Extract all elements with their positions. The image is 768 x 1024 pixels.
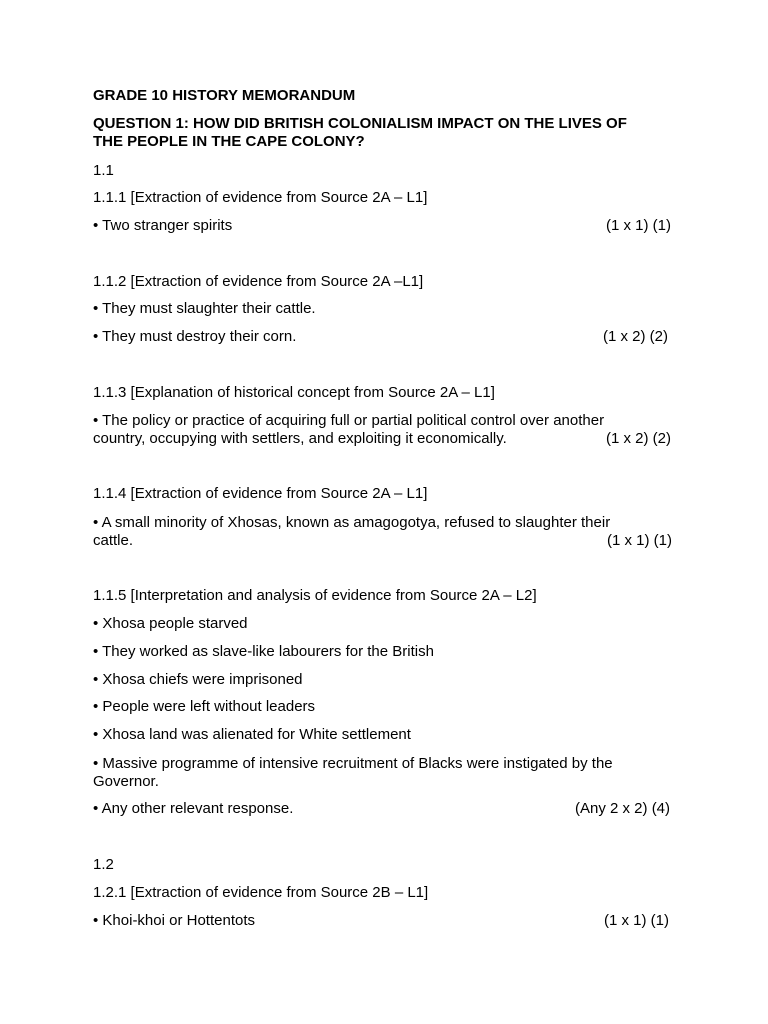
q115-answer-4: • People were left without leaders — [93, 698, 316, 715]
q114-answer-line-1: • A small minority of Xhosas, known as amagogotya, refused to slaughter their — [93, 514, 611, 531]
q121-answer: • Khoi-khoi or Hottentots — [93, 912, 255, 929]
q115-answer-6-line-1: • Massive programme of intensive recruitment of Blacks were instigated by the — [93, 755, 613, 772]
q113-marks: (1 x 2) (2) — [606, 430, 672, 447]
q114-heading: 1.1.4 [Extraction of evidence from Source 2A – L1] — [93, 485, 428, 502]
q114-answer-line-2: cattle. — [93, 532, 134, 549]
q115-answer-2: • They worked as slave-like labourers for the British — [93, 643, 434, 660]
q115-answer-3: • Xhosa chiefs were imprisoned — [93, 671, 303, 688]
q115-answer-5: • Xhosa land was alienated for White settlement — [93, 726, 411, 743]
section-1-1-number: 1.1 — [93, 162, 114, 179]
question-1-heading-line-2: THE PEOPLE IN THE CAPE COLONY? — [93, 133, 365, 150]
q115-answer-7: • Any other relevant response. — [93, 800, 294, 817]
q112-marks: (1 x 2) (2) — [603, 328, 669, 345]
q121-heading: 1.2.1 [Extraction of evidence from Source 2B – L1] — [93, 884, 429, 901]
q113-answer-line-1: • The policy or practice of acquiring full or partial political control over another — [93, 412, 605, 429]
q112-heading: 1.1.2 [Extraction of evidence from Source 2A –L1] — [93, 273, 424, 290]
q112-answer-1: • They must slaughter their cattle. — [93, 300, 316, 317]
q121-marks: (1 x 1) (1) — [604, 912, 670, 929]
q115-answer-1: • Xhosa people starved — [93, 615, 248, 632]
q115-answer-6-line-2: Governor. — [93, 773, 159, 790]
q113-heading: 1.1.3 [Explanation of historical concept from Source 2A – L1] — [93, 384, 495, 401]
q113-answer-line-2: country, occupying with settlers, and exploiting it economically. — [93, 430, 507, 447]
q115-heading: 1.1.5 [Interpretation and analysis of evidence from Source 2A – L2] — [93, 587, 537, 604]
q114-marks: (1 x 1) (1) — [607, 532, 673, 549]
q115-marks: (Any 2 x 2) (4) — [575, 800, 671, 817]
section-1-2-number: 1.2 — [93, 856, 114, 873]
q111-marks: (1 x 1) (1) — [606, 217, 672, 234]
q111-heading: 1.1.1 [Extraction of evidence from Source 2A – L1] — [93, 189, 428, 206]
document-title: GRADE 10 HISTORY MEMORANDUM — [93, 87, 356, 104]
question-1-heading-line-1: QUESTION 1: HOW DID BRITISH COLONIALISM IMPACT ON THE LIVES OF — [93, 115, 627, 132]
q111-answer: • Two stranger spirits — [93, 217, 233, 234]
q112-answer-2: • They must destroy their corn. — [93, 328, 297, 345]
